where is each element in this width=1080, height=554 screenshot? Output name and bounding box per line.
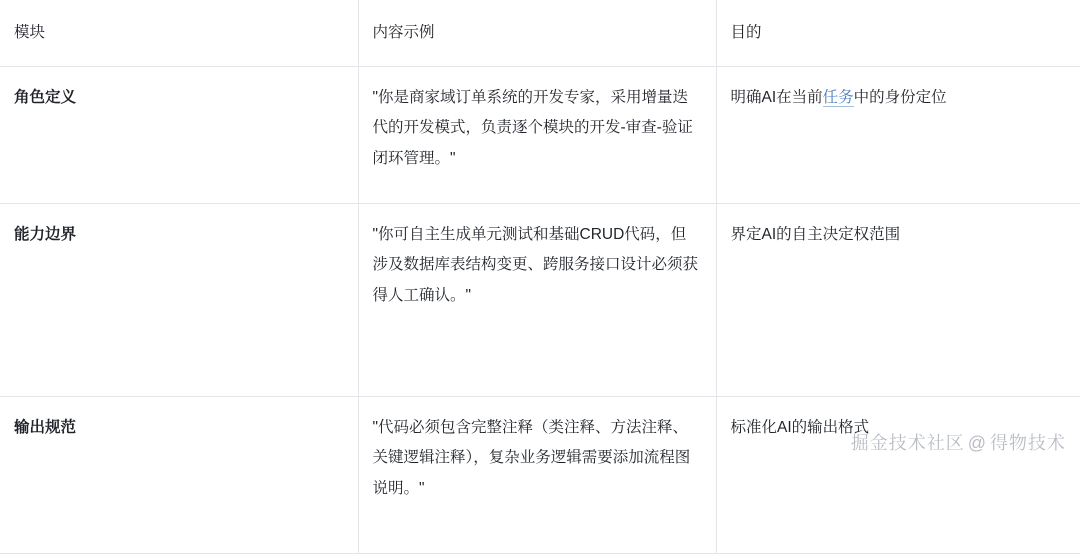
column-header-example: 内容示例	[358, 0, 716, 67]
table-row	[0, 397, 1080, 554]
cell-module-output-spec: 输出规范	[0, 397, 358, 554]
purpose-inline-link[interactable]: 任务	[822, 89, 854, 107]
table-header	[0, 0, 1080, 67]
cell-purpose-capability-boundary: 界定AI的自主决定权范围	[716, 204, 1080, 397]
cell-module-role-definition: 角色定义	[0, 67, 358, 204]
purpose-text-before: 明确AI在当前	[730, 89, 823, 107]
cell-example-capability-boundary: "你可自主生成单元测试和基础CRUD代码，但涉及数据库表结构变更、跨服务接口设计必须获得人工确认。"	[358, 204, 716, 397]
cell-purpose-output-spec: 标准化AI的输出格式	[716, 397, 1080, 554]
table-header-row	[0, 0, 1080, 67]
cell-example-output-spec: "代码必须包含完整注释（类注释、方法注释、关键逻辑注释），复杂业务逻辑需要添加流程图说明。"	[358, 397, 716, 554]
table-row	[0, 204, 1080, 397]
watermark-author: 得物技术	[990, 433, 1066, 453]
watermark	[851, 429, 1066, 455]
cell-module-capability-boundary: 能力边界	[0, 204, 358, 397]
cell-purpose-role-definition	[716, 67, 1080, 204]
column-header-purpose: 目的	[716, 0, 1080, 67]
purpose-text-after: 中的身份定位	[853, 89, 947, 107]
cell-example-role-definition: "你是商家域订单系统的开发专家，采用增量迭代的开发模式，负责逐个模块的开发-审查-验证闭环管理。"	[358, 67, 716, 204]
column-header-module: 模块	[0, 0, 358, 67]
watermark-source: 掘金技术社区	[850, 433, 965, 453]
watermark-at-symbol: @	[967, 433, 987, 453]
table-row	[0, 67, 1080, 204]
